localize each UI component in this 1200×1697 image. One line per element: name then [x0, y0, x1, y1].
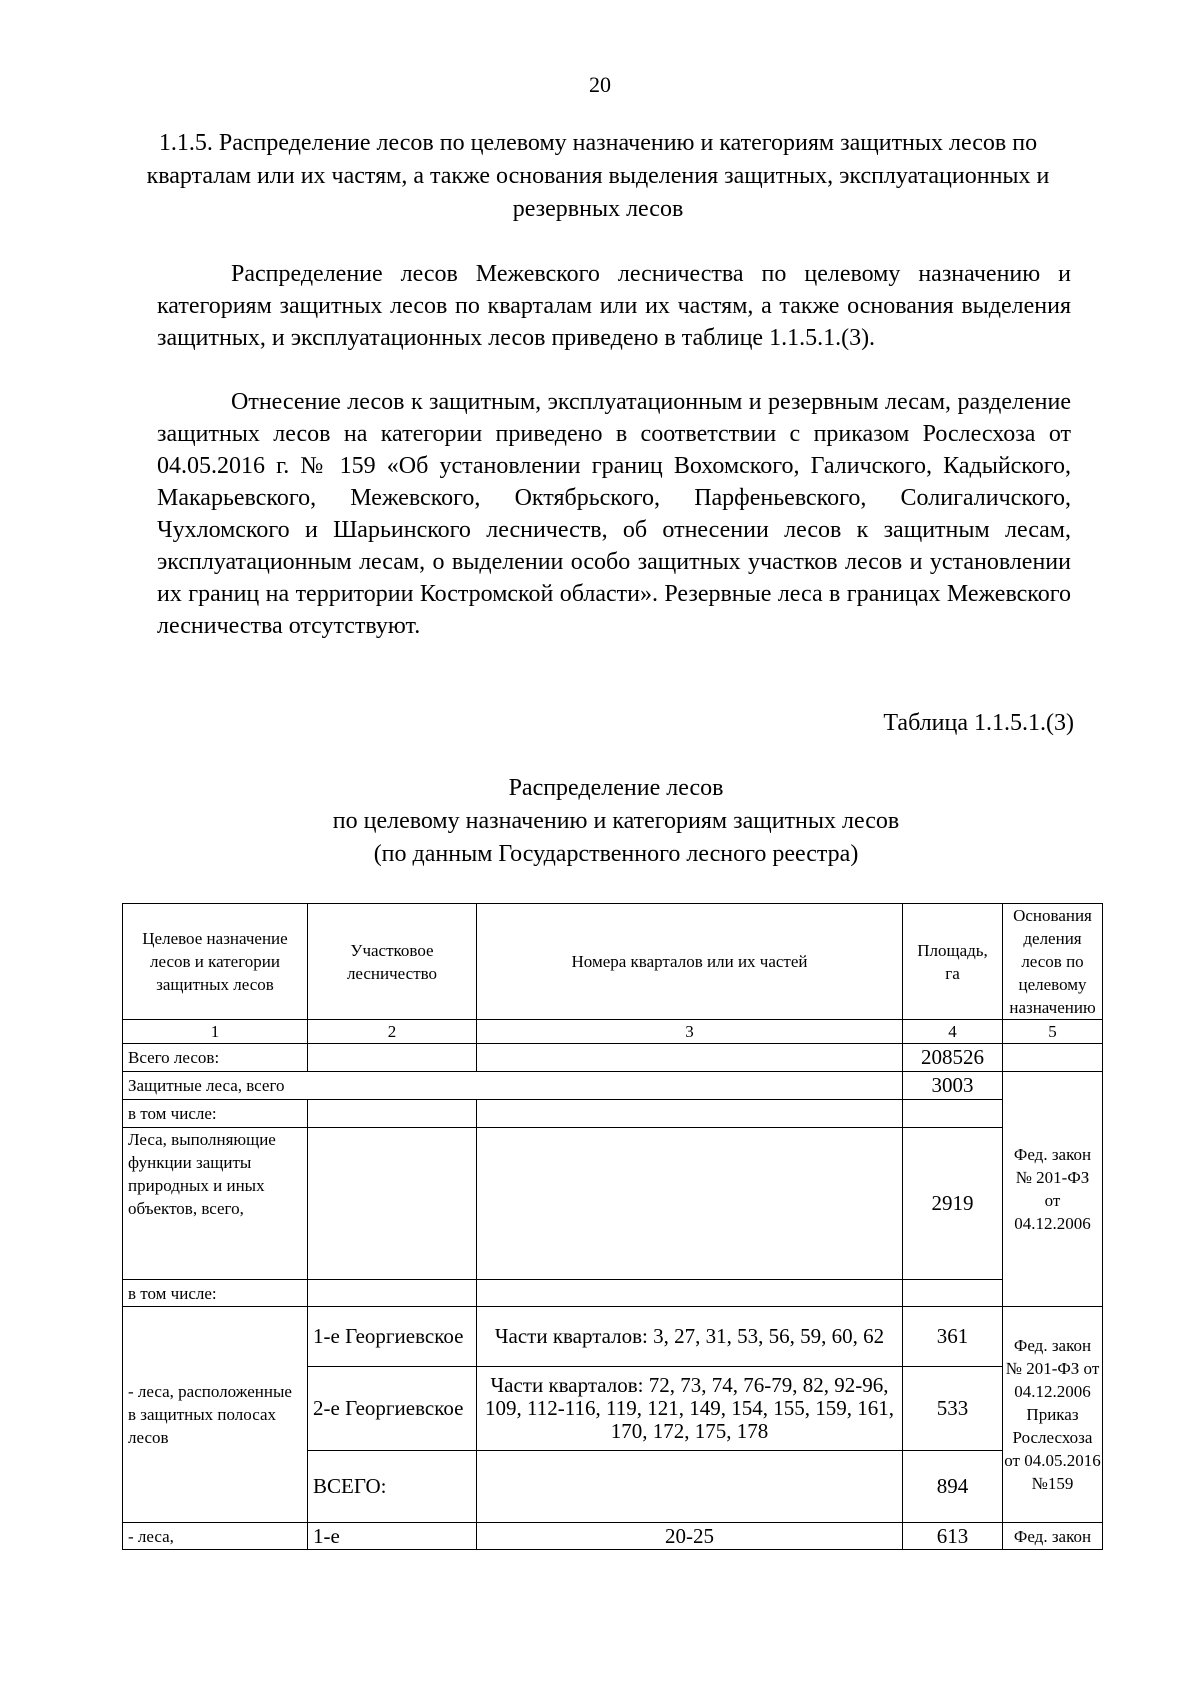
table-row — [123, 1100, 1103, 1128]
row-quarters: 20-25 — [477, 1523, 903, 1550]
column-number: 5 — [1003, 1020, 1103, 1044]
column-number-row — [123, 1020, 1103, 1044]
row-label: Защитные леса, всего — [123, 1072, 903, 1100]
row-label: в том числе: — [123, 1280, 308, 1307]
table-row — [123, 1044, 1103, 1072]
row-basis: Фед. закон № 201-ФЗ от 04.12.2006 Приказ Рослесхоза от 04.05.2016 №159 — [1003, 1307, 1103, 1523]
row-label: Леса, выполняющие функции защиты природных и иных объектов, всего, — [123, 1128, 308, 1280]
forest-distribution-table — [122, 903, 1103, 1550]
column-number: 2 — [308, 1020, 477, 1044]
table-title-line: по целевому назначению и категориям защитных лесов — [332, 808, 900, 834]
column-number: 3 — [477, 1020, 903, 1044]
column-number: 4 — [903, 1020, 1003, 1044]
row-label: - леса, — [123, 1523, 308, 1550]
row-quarters — [477, 1451, 903, 1523]
header-area: Площадь, га — [903, 904, 1003, 1020]
header-purpose: Целевое назначение лесов и категории защитных лесов — [123, 904, 308, 1020]
row-district: ВСЕГО: — [308, 1451, 477, 1523]
table-row — [123, 1307, 1103, 1367]
row-quarters: Части кварталов: 3, 27, 31, 53, 56, 59, 60, 62 — [477, 1307, 903, 1367]
table-row — [123, 1072, 1103, 1100]
table-title-line: (по данным Государственного лесного реестра) — [373, 841, 859, 867]
row-label: Всего лесов: — [123, 1044, 308, 1072]
table-row — [123, 1523, 1103, 1550]
row-district: 1-е Георгиевское — [308, 1307, 477, 1367]
row-basis: Фед. закон — [1003, 1523, 1103, 1550]
row-area: 3003 — [903, 1072, 1003, 1100]
header-quarters: Номера кварталов или их частей — [477, 904, 903, 1020]
table-header-row — [123, 904, 1103, 1020]
row-label: - леса, расположенные в защитных полосах лесов — [123, 1307, 308, 1523]
row-label: в том числе: — [123, 1100, 308, 1128]
table-title-line: Распределение лесов — [508, 775, 724, 801]
row-area: 894 — [903, 1451, 1003, 1523]
row-area: 613 — [903, 1523, 1003, 1550]
table-row — [123, 1280, 1103, 1307]
row-district: 2-е Георгиевское — [308, 1367, 477, 1451]
row-area: 361 — [903, 1307, 1003, 1367]
row-area: 2919 — [903, 1128, 1003, 1280]
row-area: 533 — [903, 1367, 1003, 1451]
paragraph-distribution: Распределение лесов Межевского лесничества по целевому назначению и категориям защитных лесов по кварталам или их частям, а также основания выделения защитных, и эксплуатационных лесов приведено в таблице 1.1.5.1.(3). — [157, 261, 1071, 351]
table-title — [0, 772, 1200, 871]
page-number: 20 — [589, 72, 611, 97]
row-basis: Фед. закон № 201-ФЗ от 04.12.2006 — [1003, 1072, 1103, 1307]
paragraph-classification: Отнесение лесов к защитным, эксплуатационным и резервным лесам, разделение защитных лесов на категории приведено в соответствии с приказом Рослесхоза от 04.05.2016 г. № 159 «Об установлении границ Вохомского, Галичского, Кадыйского, Макарьевского, Межевского, Октябрьского, Парфеньевского, Солигаличского, Чухломского и Шарьинского лесничеств, об отнесении лесов к защитным лесам, эксплуатационным лесам, о выделении особо защитных участков лесов и установлении их границ на территории Костромской области». Резервные леса в границах Межевского лесничества отсутствуют. — [157, 389, 1071, 639]
header-basis: Основания деления лесов по целевому назначению — [1003, 904, 1103, 1020]
header-district: Участковое лесничество — [308, 904, 477, 1020]
column-number: 1 — [123, 1020, 308, 1044]
row-quarters: Части кварталов: 72, 73, 74, 76-79, 82, 92-96, 109, 112-116, 119, 121, 149, 154, 155, 159, 161, 170, 172, 175, 178 — [477, 1367, 903, 1451]
row-district: 1-е — [308, 1523, 477, 1550]
table-label: Таблица 1.1.5.1.(3) — [883, 710, 1074, 736]
row-area: 208526 — [903, 1044, 1003, 1072]
section-heading: 1.1.5. Распределение лесов по целевому назначению и категориям защитных лесов по кварталам или их частям, а также основания выделения защитных, эксплуатационных и резервных лесов — [146, 130, 1050, 222]
table-row — [123, 1128, 1103, 1280]
